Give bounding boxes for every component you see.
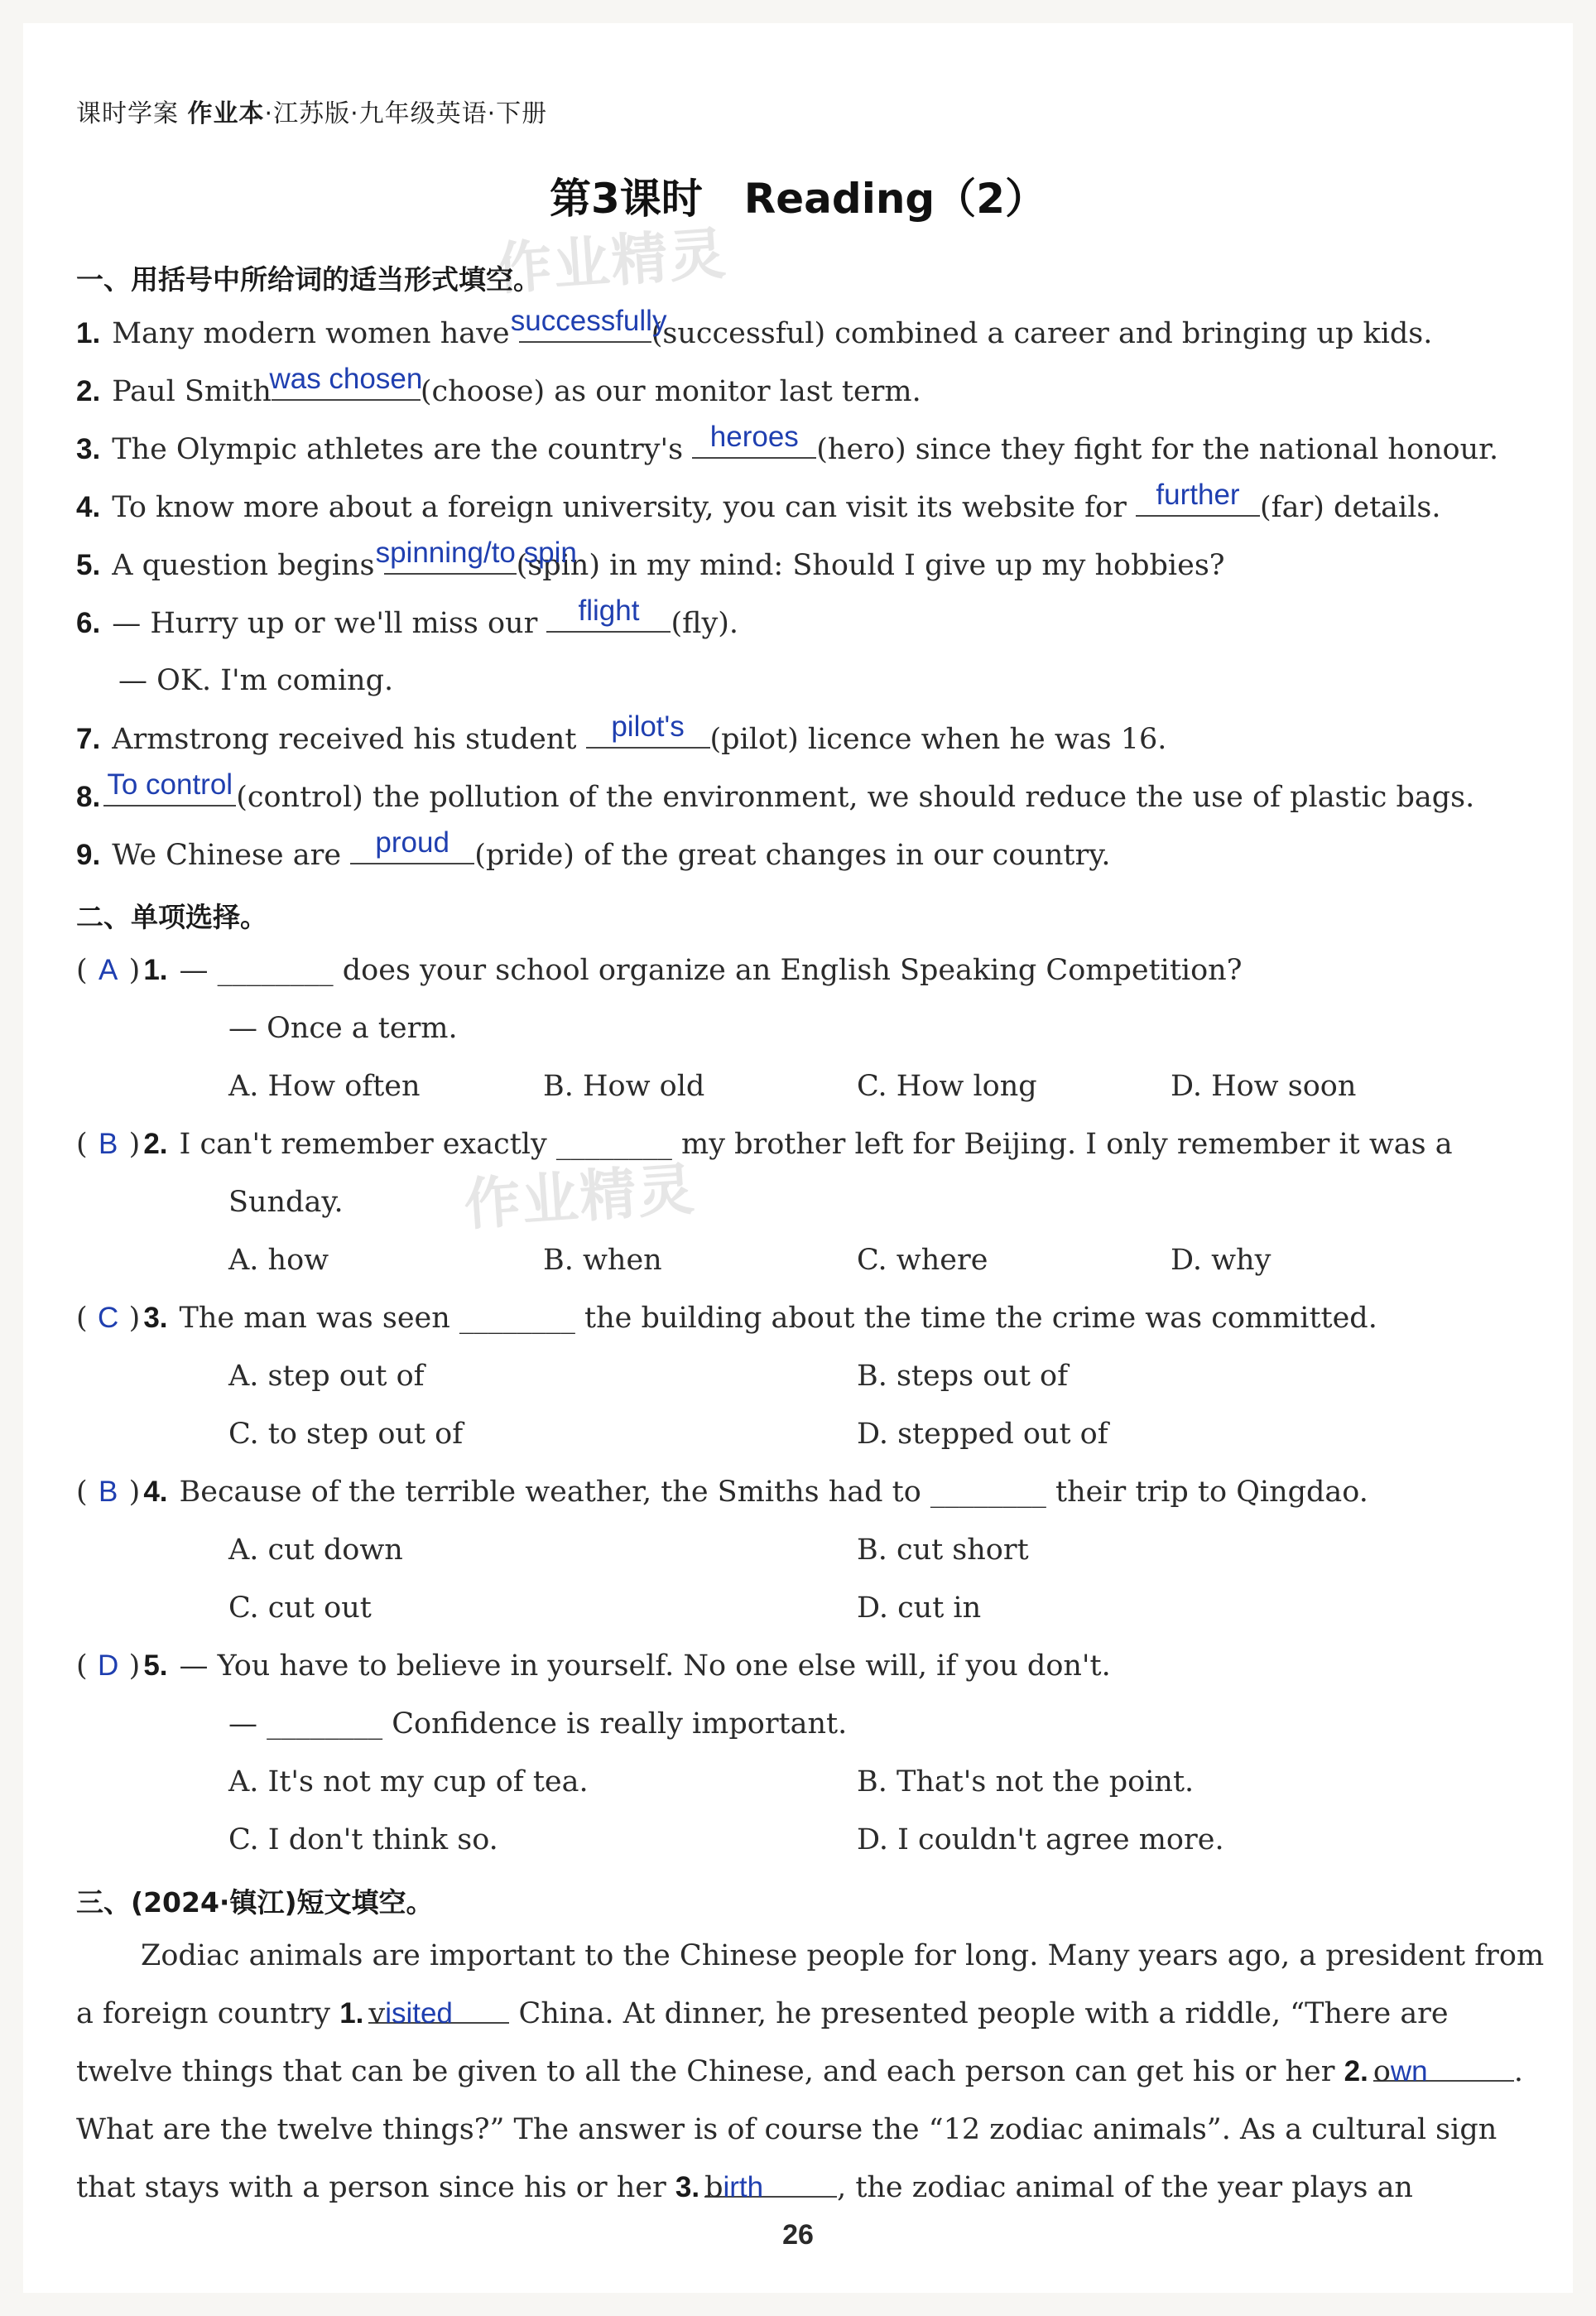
choice-answer: B	[98, 1476, 118, 1508]
option: C. cut out	[228, 1591, 372, 1625]
fill-item: 6. — Hurry up or we'll miss our flight (fly).	[76, 595, 739, 640]
option: D. How soon	[1171, 1070, 1357, 1103]
book-header: 课时学案 作业本·江苏版·九年级英语·下册	[76, 99, 548, 128]
fill-item: 3. The Olympic athletes are the country's heroes (hero) since they fight for the national honour.	[76, 421, 1499, 466]
answer-text: successfully	[510, 305, 667, 337]
option: C. How long	[857, 1070, 1037, 1103]
fill-item: 7. Armstrong received his student pilot's (pilot) licence when he was 16.	[76, 710, 1167, 756]
answer-text: pilot's	[611, 710, 685, 743]
question-reply: — Once a term.	[228, 1012, 458, 1045]
cloze-blank: birth	[704, 2171, 837, 2198]
option: A. How often	[228, 1070, 421, 1103]
fill-item: 5. A question begins spinning/to spin (spin) in my mind: Should I give up my hobbies?	[76, 537, 1225, 582]
dialogue-reply: — OK. I'm coming.	[118, 664, 394, 697]
option: C. to step out of	[228, 1418, 464, 1451]
fill-item: 8. To control (control) the pollution of the environment, we should reduce the use of plastic bags.	[76, 768, 1475, 814]
option: B. That's not the point.	[857, 1765, 1195, 1798]
passage-line: that stays with a person since his or her 3. birth , the zodiac animal of the year plays an	[76, 2171, 1413, 2204]
page-number: 26	[782, 2219, 814, 2251]
option: A. It's not my cup of tea.	[228, 1765, 589, 1798]
passage-line: twelve things that can be given to all the Chinese, and each person can get his or her 2. own	[76, 2055, 1497, 2088]
choice-answer: C	[98, 1302, 119, 1334]
lesson-title: 第3课时 Reading（2）	[549, 175, 1047, 223]
option: A. cut down	[228, 1534, 403, 1567]
answer-text: was chosen	[269, 363, 423, 395]
answer-text: spinning/to spin	[375, 537, 577, 569]
choice-question: ( C ) 3. The man was seen ________ the building about the time the crime was committed.	[76, 1302, 1377, 1335]
fill-item: 4. To know more about a foreign university, you can visit its website for further (far) details.	[76, 479, 1441, 524]
fill-item: 1. Many modern women have successfully (successful) combined a career and bringing up kids.	[76, 305, 1433, 350]
section-heading-choice: 二、单项选择。	[76, 901, 267, 933]
watermark: 作业精灵	[462, 1157, 698, 1239]
choice-answer: A	[98, 954, 118, 986]
passage-line: What are the twelve things?” The answer is of course the “12 zodiac animals”. As a cultural sign	[76, 2113, 1497, 2146]
option: B. when	[543, 1244, 662, 1277]
section-heading-fill-in: 一、用括号中所给词的适当形式填空。	[76, 263, 541, 296]
answer-text: further	[1156, 479, 1240, 511]
choice-question: ( B ) 2. I can't remember exactly ________ my brother left for Beijing. I only remember it was a	[76, 1128, 1453, 1161]
answer-text: heroes	[709, 421, 799, 453]
choice-question: ( A ) 1. — ________ does your school organize an English Speaking Competition?	[76, 954, 1243, 987]
fill-item: 2. Paul Smith was chosen (choose) as our monitor last term.	[76, 363, 921, 408]
answer-text: proud	[375, 826, 449, 859]
choice-answer: B	[98, 1128, 118, 1160]
question-reply: — ________ Confidence is really important.	[228, 1707, 848, 1741]
cloze-blank: visited	[368, 1997, 509, 2024]
cloze-blank: own	[1373, 2055, 1514, 2082]
option: C. where	[857, 1244, 988, 1277]
option: D. why	[1171, 1244, 1272, 1277]
choice-question: ( B ) 4. Because of the terrible weather, the Smiths had to ________ their trip to Qingdao.	[76, 1476, 1368, 1509]
option: D. stepped out of	[857, 1418, 1108, 1451]
option: B. steps out of	[857, 1360, 1069, 1393]
choice-answer: D	[98, 1649, 119, 1682]
section-heading-cloze: 三、(2024·镇江)短文填空。	[76, 1886, 434, 1919]
option: D. I couldn't agree more.	[857, 1823, 1224, 1856]
watermark: 作业精灵	[493, 221, 729, 303]
passage-line: Zodiac animals are important to the Chinese people for long. Many years ago, a president from	[141, 1939, 1545, 1972]
answer-text: flight	[578, 595, 640, 627]
answer-text: To control	[107, 768, 233, 801]
passage-line: a foreign country 1. visited China. At dinner, he presented people with a riddle, “There are	[76, 1997, 1449, 2030]
option: B. cut short	[857, 1534, 1029, 1567]
fill-item: 9. We Chinese are proud (pride) of the great changes in our country.	[76, 826, 1111, 872]
choice-question: ( D ) 5. — You have to believe in yourself. No one else will, if you don't.	[76, 1649, 1111, 1683]
question-continued: Sunday.	[228, 1186, 344, 1219]
option: C. I don't think so.	[228, 1823, 498, 1856]
option: D. cut in	[857, 1591, 982, 1625]
option: A. step out of	[228, 1360, 425, 1393]
option: B. How old	[543, 1070, 705, 1103]
option: A. how	[228, 1244, 329, 1277]
